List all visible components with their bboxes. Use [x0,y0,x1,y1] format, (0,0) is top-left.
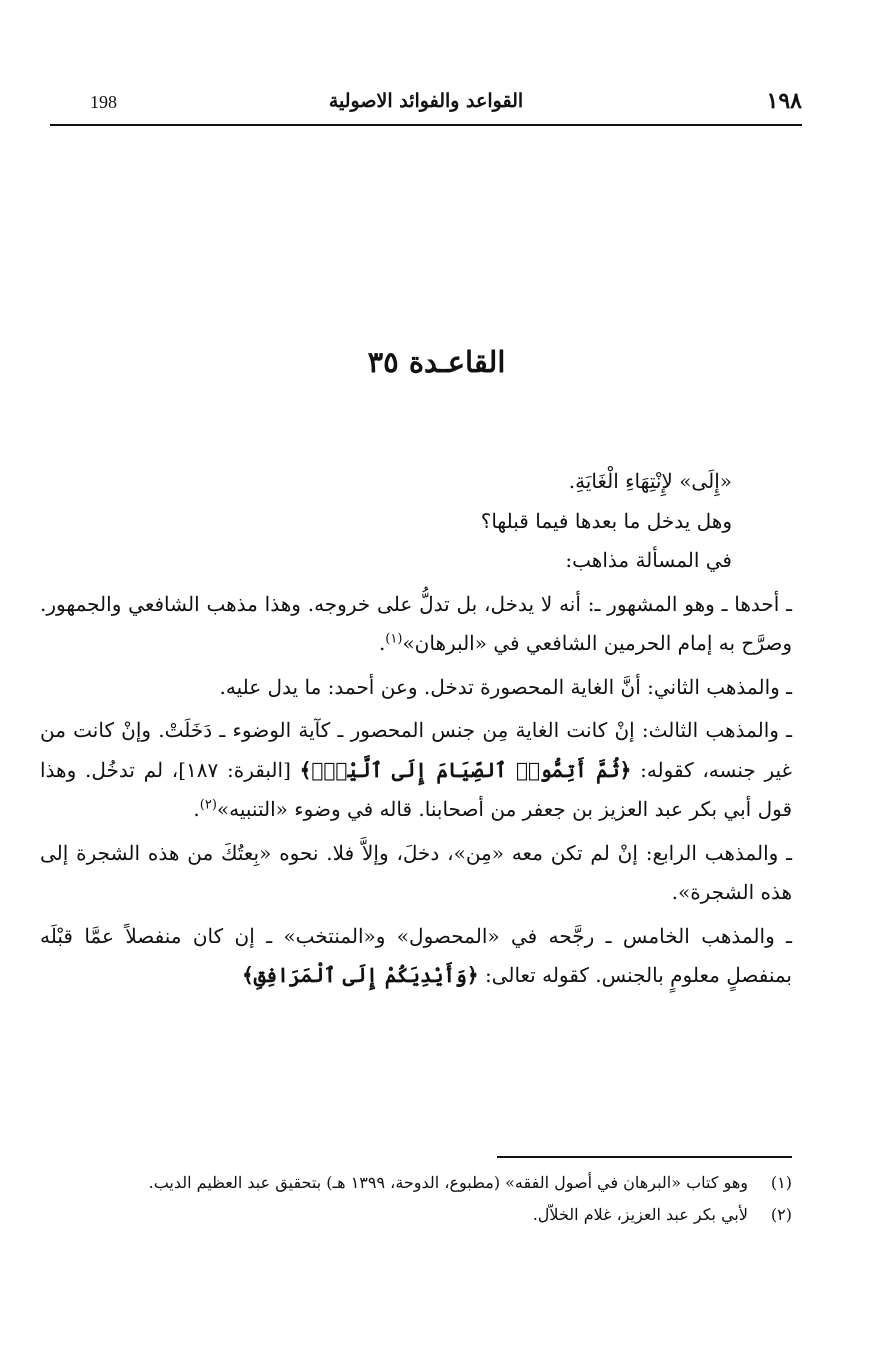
paragraph-first-view [40,585,792,664]
footnote-item [40,1169,792,1197]
footnote-text: لأبي بكر عبد العزيز، غلام الخلاّل. [532,1205,748,1224]
paragraph-third-view [40,711,792,830]
paragraph-text: [البقرة: ١٨٧]، لم تدخُل. وهذا قول أبي بكر عبد العزيز بن جعفر من أصحابنا. قاله في وضوء «التنبيه» [40,757,792,821]
footnote-text: وهو كتاب «البرهان في أصول الفقه» (مطبوع، الدوحة، ١٣٩٩ هـ) بتحقيق عبد العظيم الديب. [148,1173,748,1192]
quran-verse: ﴿ثُمَّ أَتِمُّوا۟ ٱلصِّيَامَ إِلَى ٱلَّيْلِۚ﴾ [299,757,632,782]
footnote-ref: (١) [385,631,403,647]
paragraph-end: . [193,797,200,821]
header-rule [50,124,802,126]
paragraph-intro: في المسألة مذاهب: [565,548,732,572]
footnote-rule [497,1156,792,1158]
running-header [50,82,802,118]
footnote-number: (٢) [770,1205,792,1224]
paragraph-text: ـ والمذهب الخامس ـ رجَّحه في «المحصول» و«المنتخب» ـ إن كان منفصلاً عمَّا قبْلَه بمنفصلٍ معلومٍ بالجنس. كقوله تعالى: [40,923,792,987]
paragraph-second-view: ـ والمذهب الثاني: أنَّ الغاية المحصورة تدخل. وعن أحمد: ما يدل عليه. [219,674,792,699]
paragraph-rule-statement: «إِلَى» لإِنْتِهَاءِ الْغَايَةِ. [568,469,732,493]
paragraph-fourth-view: ـ والمذهب الرابع: إنْ لم تكن معه «مِن»، دخلَ، وإلاَّ فلا. نحوه «بِعتُكَ من هذه الشجرة إلى هذه الشجرة». [40,840,792,904]
paragraph-text: ـ أحدها ـ وهو المشهور ـ: أنه لا يدخل، بل تدلُّ على خروجه. وهذا مذهب الشافعي والجمهور. وصرَّح به إمام الحرمين الشافعي في «البرهان» [40,591,792,655]
footnotes [40,1169,792,1233]
page-number-latin: 198 [90,92,117,112]
running-title: القواعد والفوائد الاصولية [328,90,524,112]
page-number-arabic: ١٩٨ [766,88,802,114]
paragraph-fifth-view [40,917,792,996]
footnote-ref: (٢) [199,797,217,813]
paragraph-question: وهل يدخل ما بعدها فيما قبلها؟ [480,508,732,533]
chapter-title: القاعـدة ٣٥ [367,345,506,379]
quran-verse: ﴿وَأَيْدِيَكُمْ إِلَى ٱلْمَرَافِقِ﴾ [241,963,479,987]
footnote-number: (١) [770,1173,792,1192]
paragraph-end: . [378,631,386,655]
footnote-item [40,1201,792,1229]
main-text [40,462,792,996]
paragraph-text: ـ والمذهب الثالث: إنْ كانت الغاية مِن جنس المحصور ـ كآية الوضوء ـ دَخَلَتْ. وإنْ كانت من غير جنسه، كقوله: [40,718,793,782]
